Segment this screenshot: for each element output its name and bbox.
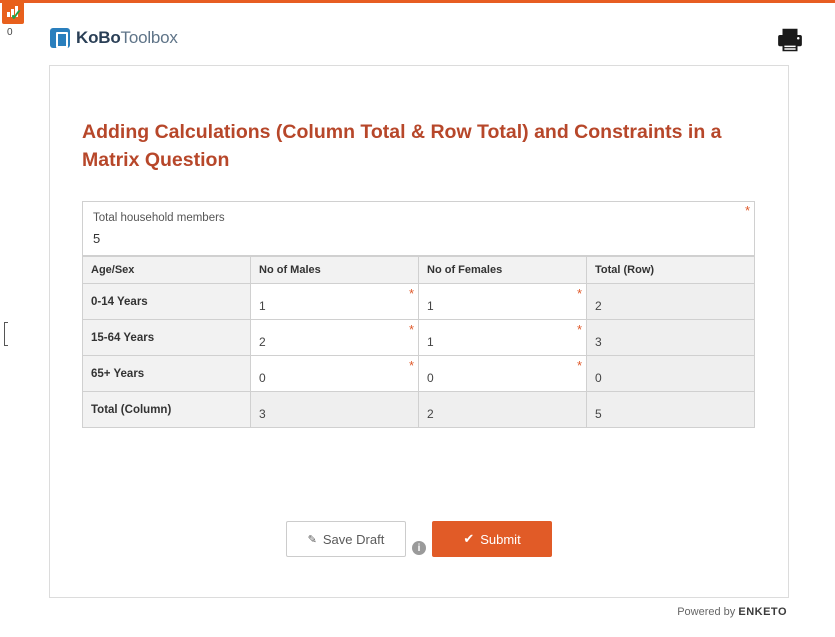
input-males-65-plus-value: 0 [259,371,266,385]
input-females-0-14[interactable] [419,284,587,320]
kobo-logo[interactable] [50,28,178,48]
required-marker: * [408,358,414,373]
column-header-females: No of Females [419,257,587,284]
input-males-15-64[interactable] [251,320,419,356]
green-check-icon: ✓ [10,7,23,24]
save-draft-label: Save Draft [322,531,385,547]
matrix-table [82,256,755,428]
row-total-65-plus [587,356,755,392]
input-females-15-64-value: 1 [427,335,434,349]
table-row [83,320,755,356]
input-males-0-14-value: 1 [259,299,266,313]
left-chrome-strip [0,0,30,637]
grand-total [587,392,755,428]
input-males-0-14[interactable] [251,284,419,320]
matrix-question-group [82,201,755,428]
app-header [30,3,835,71]
submit-button[interactable] [432,521,552,557]
row-label-65-plus: 65+ Years [83,356,251,392]
input-females-65-plus-value: 0 [427,371,434,385]
matrix-header-row [83,257,755,284]
enketo-wordmark: ENKETO [738,606,787,618]
column-header-row-total: Total (Row) [587,257,755,284]
badge-count: 0 [7,27,13,38]
total-household-members-value: 5 [93,231,101,246]
column-header-males: No of Males [251,257,419,284]
row-total-15-64-value: 3 [595,335,602,349]
row-label-0-14: 0-14 Years [83,284,251,320]
form-actions [50,521,788,557]
info-icon[interactable]: i [412,541,426,555]
table-row [83,356,755,392]
save-draft-button[interactable] [286,521,406,557]
row-label-15-64: 15-64 Years [83,320,251,356]
total-males-value: 3 [259,407,266,421]
table-row-totals [83,392,755,428]
input-males-65-plus[interactable] [251,356,419,392]
input-females-0-14-value: 1 [427,299,434,313]
page-title: Adding Calculations (Column Total & Row Total) and Constraints in a Matrix Question [82,121,722,171]
logo-light: Toolbox [120,28,178,47]
row-label-total-column: Total (Column) [83,392,251,428]
total-females [419,392,587,428]
total-household-members-label: Total household members [93,212,225,224]
row-total-0-14 [587,284,755,320]
required-marker: * [576,286,582,301]
table-row [83,284,755,320]
input-females-15-64[interactable] [419,320,587,356]
printer-icon[interactable] [775,25,805,55]
required-marker: * [408,286,414,301]
powered-by-footer [677,606,787,618]
required-marker: * [408,322,414,337]
total-household-members-field[interactable] [82,201,755,256]
total-females-value: 2 [427,407,434,421]
powered-by-label: Powered by [677,606,736,618]
required-marker: * [576,358,582,373]
required-marker: * [576,322,582,337]
total-males [251,392,419,428]
input-males-15-64-value: 2 [259,335,266,349]
required-marker: * [744,203,750,218]
pencil-icon: ✎ [307,533,317,546]
form-card [49,65,789,598]
submit-label: Submit [480,531,521,547]
check-icon: ✔ [463,531,475,546]
text-cursor-caret [4,322,8,346]
row-total-65-plus-value: 0 [595,371,602,385]
kobo-logo-icon [50,28,70,48]
grand-total-value: 5 [595,407,602,421]
kobo-logo-text [76,28,178,48]
row-total-15-64 [587,320,755,356]
input-females-65-plus[interactable] [419,356,587,392]
row-total-0-14-value: 2 [595,299,602,313]
column-header-age-sex: Age/Sex [83,257,251,284]
logo-bold: KoBo [76,28,121,47]
